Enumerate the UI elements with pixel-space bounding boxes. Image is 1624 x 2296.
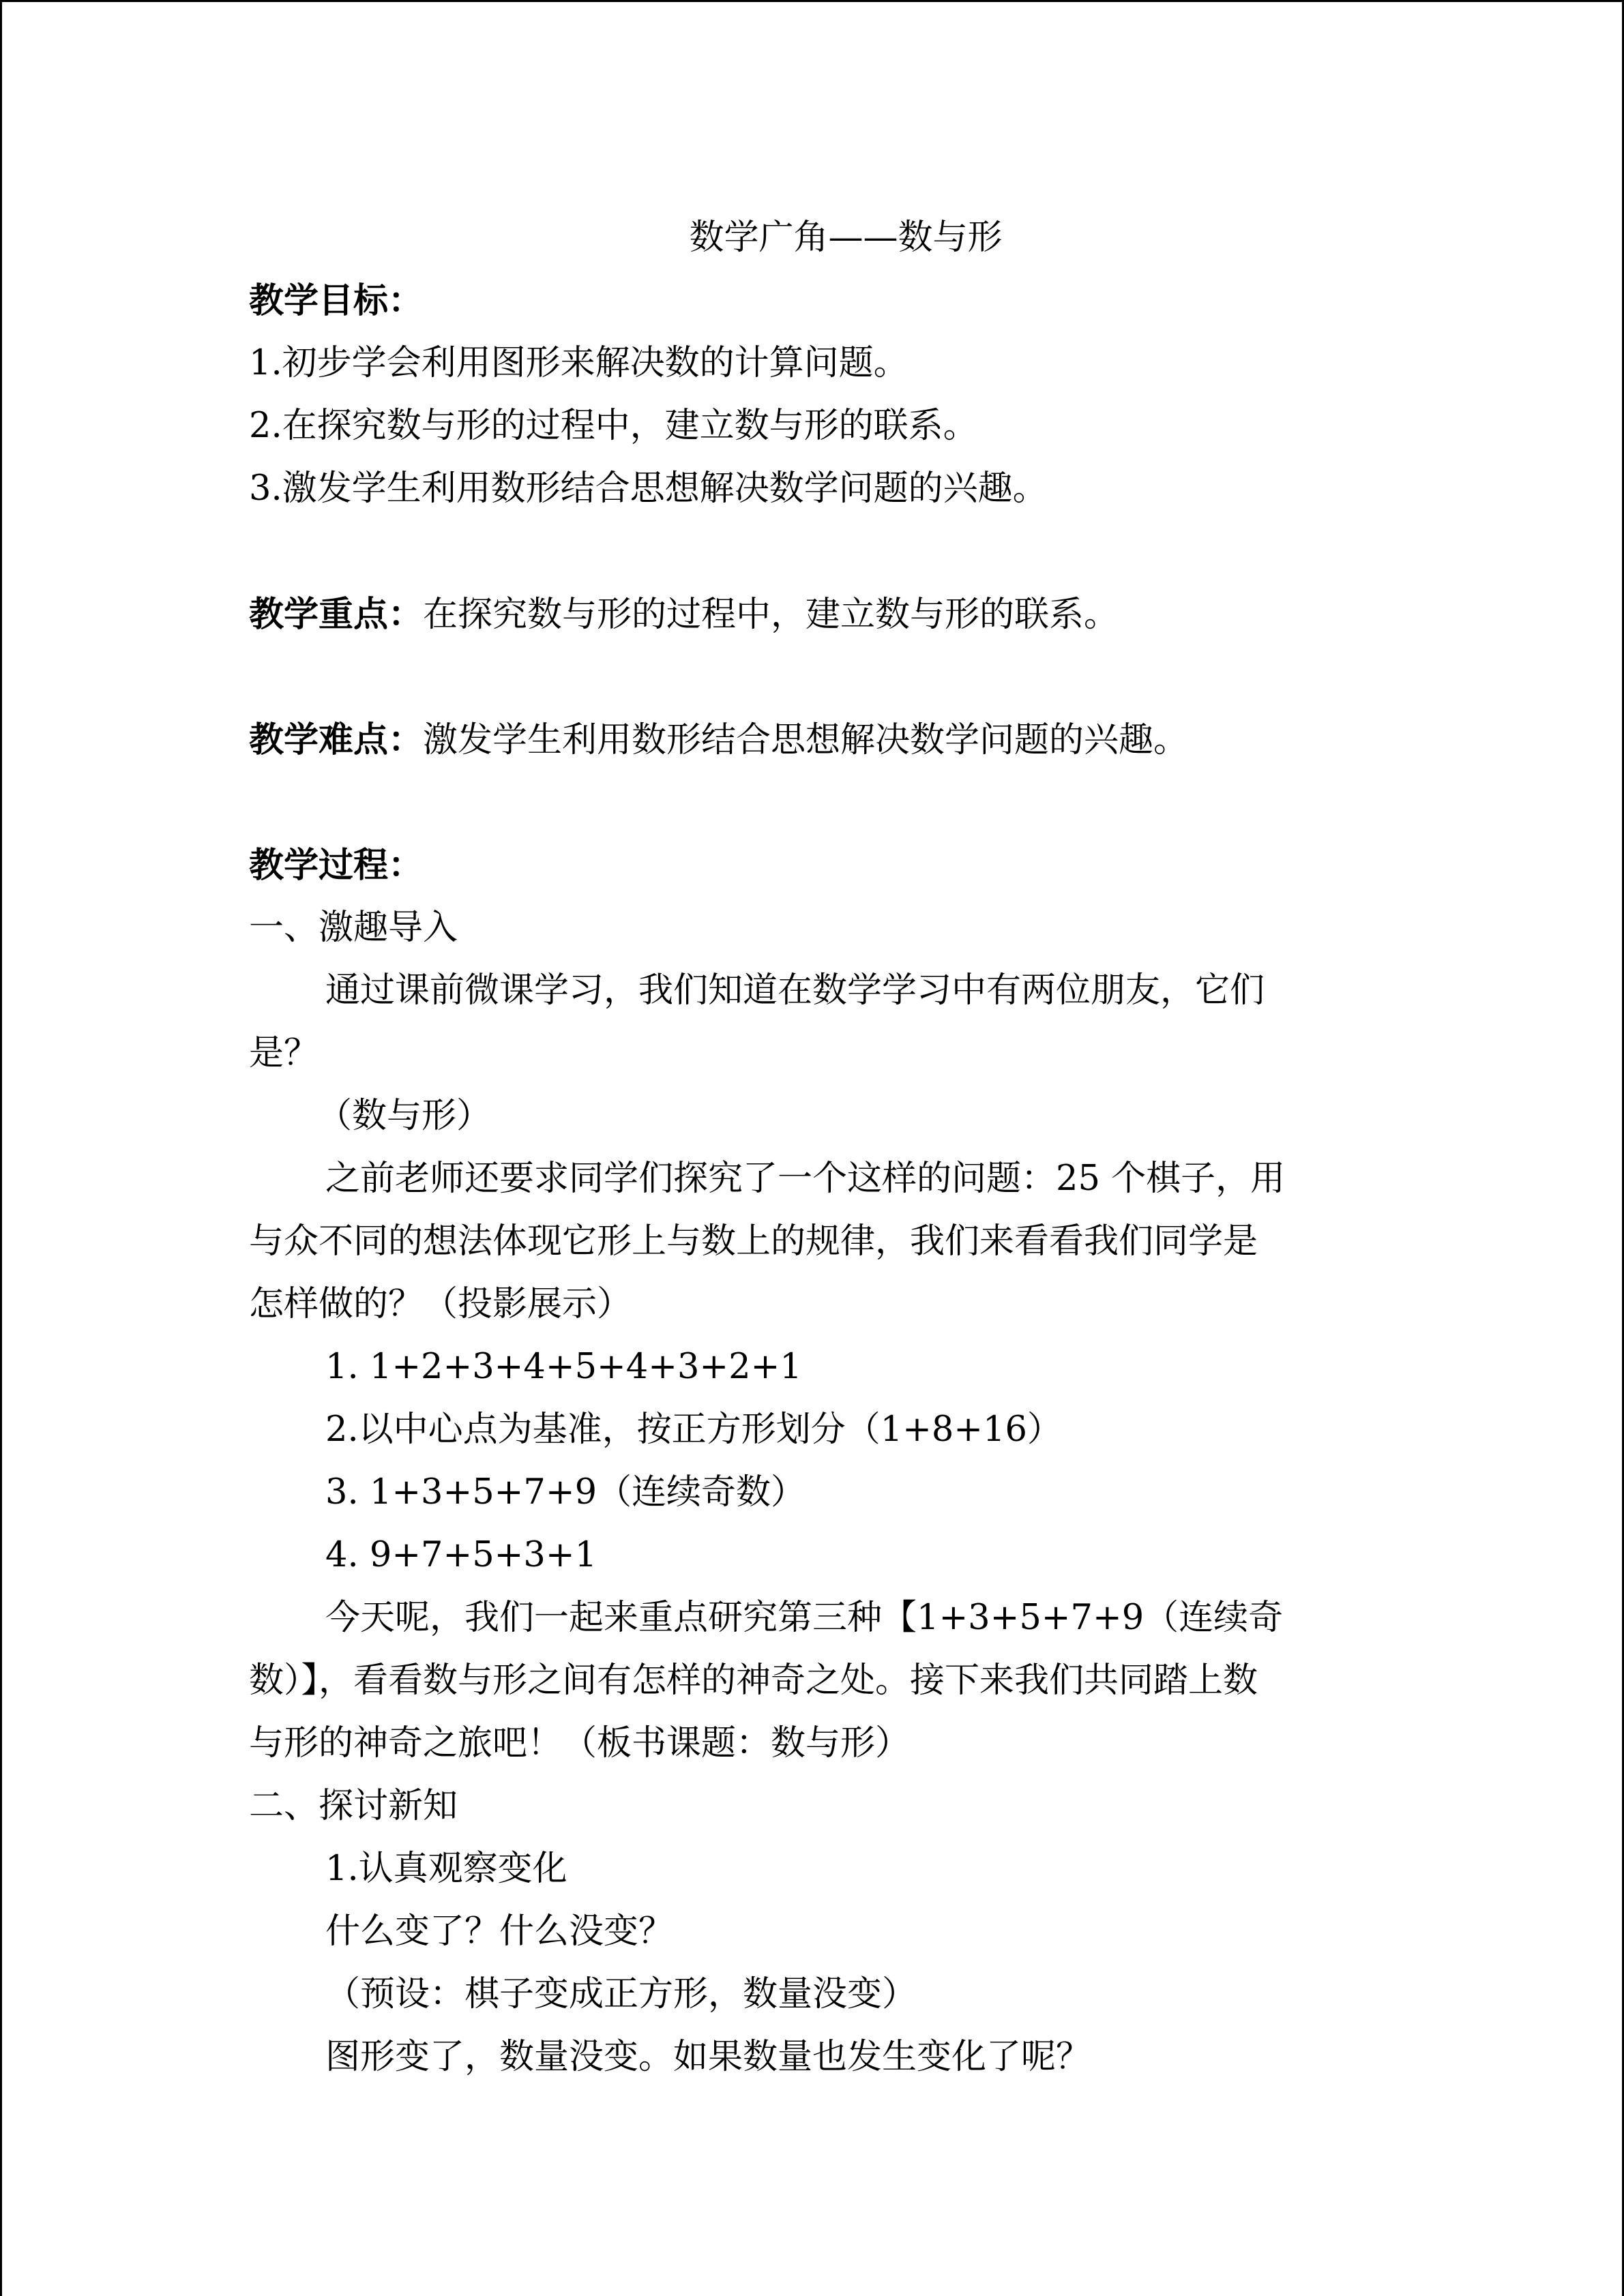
goals-heading: 教学目标： [249,280,424,321]
difficulty-text: 激发学生利用数形结合思想解决数学问题的兴趣。 [423,720,1189,760]
question-text: 什么变了？什么没变？ [325,1911,674,1952]
section-title: 二、探讨新知 [249,1786,458,1826]
preset-text: （预设：棋子变成正方形，数量没变） [325,1974,917,2014]
conclusion-text: 图形变了，数量没变。如果数量也发生变化了呢？ [325,2037,1091,2077]
goal-item: 3.激发学生利用数形结合思想解决数学问题的兴趣。 [249,468,1048,509]
paragraph-line: 怎样做的？（投影展示） [249,1284,632,1324]
paragraph-line: 与形的神奇之旅吧！（板书课题：数与形） [249,1723,911,1763]
difficulty-label: 教学难点： [249,719,424,760]
spacer [249,771,1368,834]
key-point-label: 教学重点： [249,594,424,635]
key-point-text: 在探究数与形的过程中，建立数与形的联系。 [423,595,1119,635]
paragraph-line: 数）】，看看数与形之间有怎样的神奇之处。接下来我们共同踏上数 [249,1660,1258,1701]
key-point-row [249,583,1368,646]
paragraph-line: 之前老师还要求同学们探究了一个这样的问题：25 个棋子，用 [325,1159,1286,1199]
spacer [249,646,1368,709]
paragraph-line: 是？ [249,1033,319,1073]
paragraph-line: 与众不同的想法体现它形上与数上的规律，我们来看看我们同学是 [249,1221,1258,1262]
paragraph-line: 今天呢，我们一起来重点研究第三种【1+3+5+7+9（连续奇 [325,1598,1284,1638]
goal-item: 2.在探究数与形的过程中，建立数与形的联系。 [249,406,978,446]
subsection-title: 1.认真观察变化 [325,1849,567,1889]
spacer [249,520,1368,583]
method-item: 1. 1+2+3+4+5+4+3+2+1 [325,1347,802,1387]
answer-text: （数与形） [317,1096,492,1136]
section-title: 一、激趣导入 [249,908,458,948]
document-body [249,207,1368,2089]
difficulty-row [249,709,1368,771]
document-title: 数学广角——数与形 [689,218,1003,258]
method-item: 3. 1+3+5+7+9（连续奇数） [325,1472,806,1512]
process-heading: 教学过程： [249,845,424,886]
method-item: 4. 9+7+5+3+1 [325,1535,597,1575]
paragraph-line: 通过课前微课学习，我们知道在数学学习中有两位朋友，它们 [325,970,1265,1011]
method-item: 2.以中心点为基准，按正方形划分（1+8+16） [325,1410,1062,1450]
goal-item: 1.初步学会利用图形来解决数的计算问题。 [249,343,909,383]
